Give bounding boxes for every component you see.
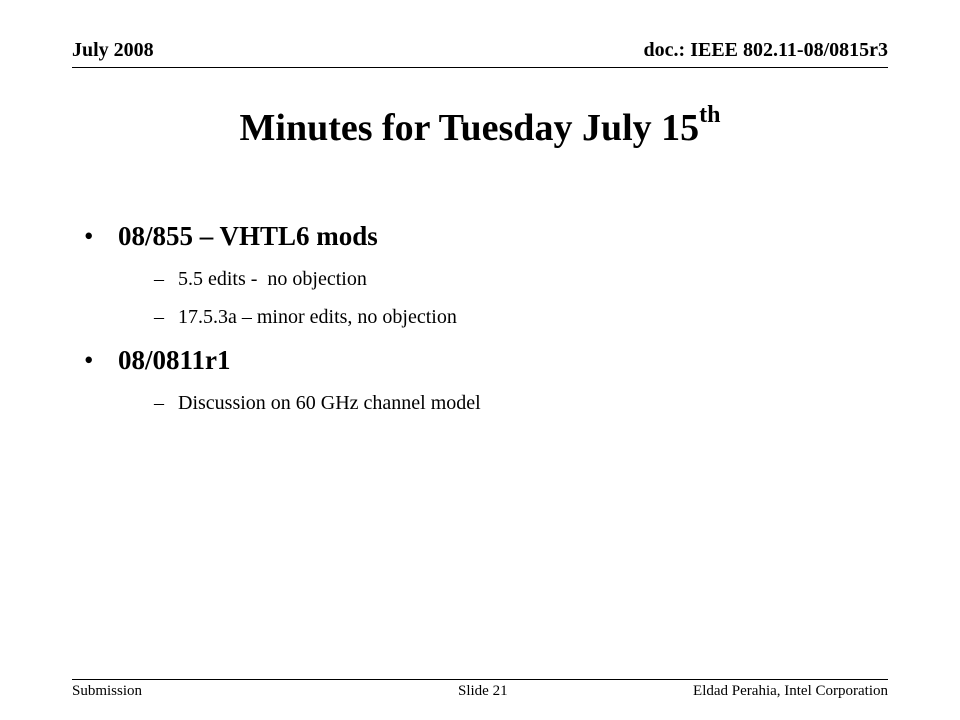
footer-divider [72,679,888,680]
sub-bullet-item [154,384,884,422]
footer-slide-number: Slide 21 [458,683,508,699]
sub-bullet-text: Discussion on 60 GHz channel model [178,392,481,414]
sub-bullet-item [154,260,884,298]
footer-submission: Submission [72,683,143,699]
slide-title-text: Minutes for Tuesday July 15 [239,107,700,149]
sub-bullet-text: 5.5 edits - no objection [178,268,367,290]
header-date: July 2008 [72,39,154,61]
sub-bullet-item [154,298,884,336]
sub-bullet-text: 17.5.3a – minor edits, no objection [178,306,457,328]
bullet-text: 08/0811r1 [118,345,231,375]
header-divider [72,67,888,68]
bullet-icon: • [84,345,94,375]
dash-icon: – [154,268,164,290]
slide-title-superscript: th [699,102,721,129]
bullet-icon: • [84,221,94,251]
slide-content [84,212,884,422]
dash-icon: – [154,306,164,328]
bullet-text: 08/855 – VHTL6 mods [118,221,378,251]
slide-title [0,103,960,153]
bullet-item [84,212,884,260]
header-doc-id: doc.: IEEE 802.11-08/0815r3 [643,39,888,61]
dash-icon: – [154,392,164,414]
bullet-item [84,336,884,384]
footer-author: Eldad Perahia, Intel Corporation [693,683,888,699]
